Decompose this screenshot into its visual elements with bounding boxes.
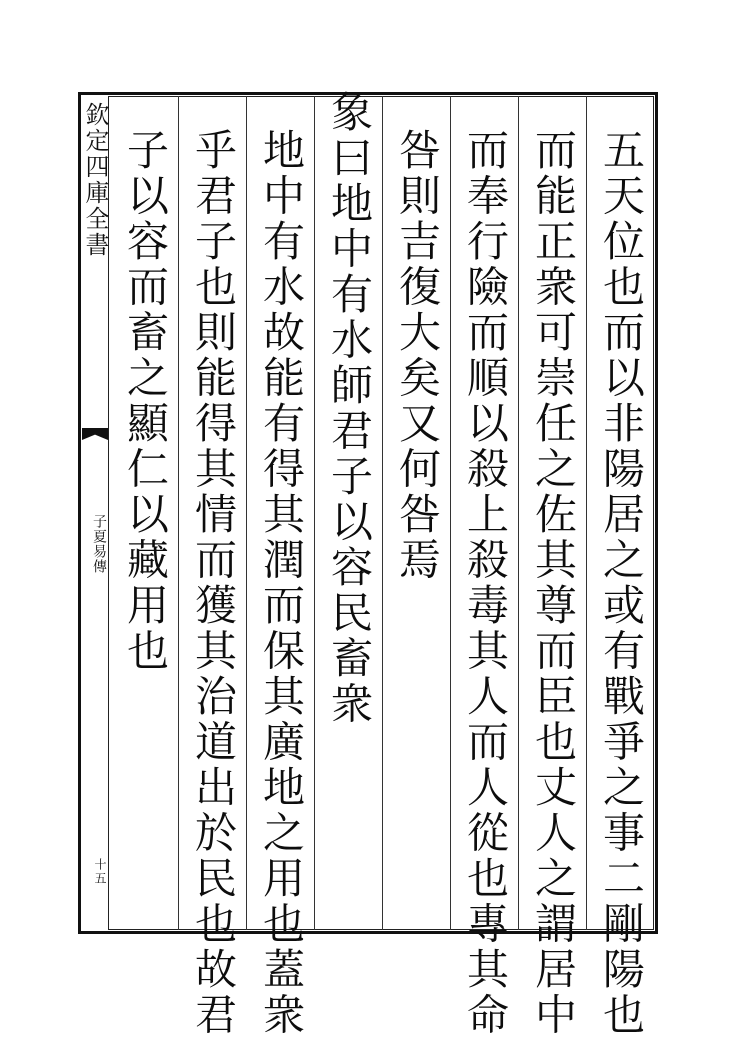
text-column-7: 乎君子也則能得其情而獲其治道出於民也故君 (189, 128, 238, 1038)
collection-title: 欽定四庫全書 (81, 102, 109, 258)
page-spine (82, 96, 108, 930)
column-rule (246, 96, 247, 930)
text-column-8: 子以容而畜之顯仁以藏用也 (121, 128, 170, 674)
column-rule (314, 96, 315, 930)
book-title: 子夏易傳 (91, 514, 107, 574)
text-column-5: 象曰地中有水師君子以容民畜衆 (325, 90, 374, 727)
text-column-2: 而能正衆可崇任之佐其尊而臣也丈人之謂居中 (529, 128, 578, 1038)
fishtail-mark (82, 428, 108, 440)
text-column-3: 而奉行險而順以殺上殺毒其人而人從也專其命 (461, 128, 510, 1038)
text-column-4: 咎則吉復大矣又何咎焉 (393, 128, 442, 583)
column-rule (518, 96, 519, 930)
column-rule (586, 96, 587, 930)
text-column-6: 地中有水故能有得其潤而保其廣地之用也蓋衆 (257, 128, 306, 1038)
column-rule (178, 96, 179, 930)
column-rule (450, 96, 451, 930)
page-number: 十五 (93, 858, 107, 886)
column-rule (382, 96, 383, 930)
text-column-1: 五天位也而以非陽居之或有戰爭之事二剛陽也 (597, 128, 646, 1038)
